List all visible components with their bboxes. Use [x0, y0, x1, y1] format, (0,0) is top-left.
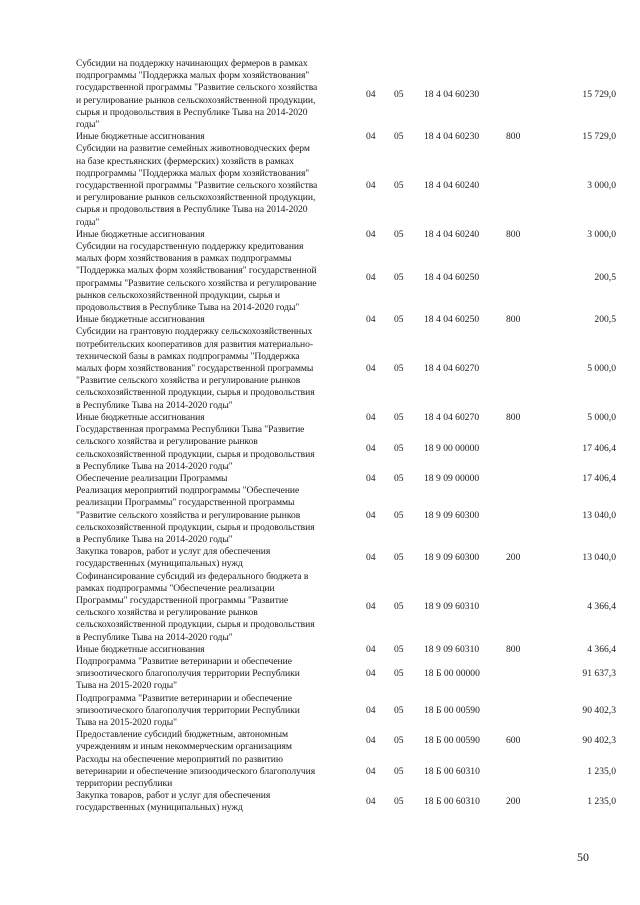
target-article-code: 18 4 04 60230: [424, 88, 480, 100]
target-article-code: 18 9 09 60300: [424, 552, 480, 564]
table-row: [76, 656, 616, 693]
expense-type-code: 200: [506, 796, 521, 808]
subsection-code: 05: [394, 601, 404, 613]
page-number: 50: [577, 850, 589, 864]
section-code: 04: [366, 472, 376, 484]
expense-type-code: 800: [506, 228, 521, 240]
row-description: Иные бюджетные ассигнования: [76, 131, 205, 143]
row-description: Закупка товаров, работ и услуг для обеспечения государственных (муниципальных) нужд: [76, 546, 271, 570]
table-row: [76, 424, 616, 473]
amount: 15 729,0: [582, 88, 616, 100]
row-description: Иные бюджетные ассигнования: [76, 228, 205, 240]
row-description: Субсидии на поддержку начинающих фермеров в рамках подпрограммы "Поддержка малых форм хозяйствования" государственной программы "Развитие сельского хозяйства и регулирование рынков сельскохозяйственной продукции, сырья и продовольствия в Республике Тыва на 2014-2020 годы": [76, 58, 318, 131]
subsection-code: 05: [394, 765, 404, 777]
table-row: [76, 485, 616, 546]
table-row: [76, 412, 616, 424]
subsection-code: 05: [394, 668, 404, 680]
amount: 15 729,0: [582, 131, 616, 143]
section-code: 04: [366, 643, 376, 655]
expense-type-code: 800: [506, 411, 521, 423]
subsection-code: 05: [394, 131, 404, 143]
target-article-code: 18 9 09 60310: [424, 601, 480, 613]
table-row: [76, 754, 616, 791]
table-row: [76, 546, 616, 570]
row-description: Обеспечение реализации Программы: [76, 472, 228, 484]
section-code: 04: [366, 704, 376, 716]
expense-type-code: 800: [506, 314, 521, 326]
expense-type-code: 800: [506, 643, 521, 655]
amount: 90 402,3: [582, 735, 616, 747]
section-code: 04: [366, 228, 376, 240]
section-code: 04: [366, 509, 376, 521]
amount: 5 000,0: [587, 411, 616, 423]
subsection-code: 05: [394, 271, 404, 283]
amount: 1 235,0: [587, 765, 616, 777]
target-article-code: 18 Б 00 60310: [424, 765, 480, 777]
row-description: Закупка товаров, работ и услуг для обеспечения государственных (муниципальных) нужд: [76, 790, 271, 814]
section-code: 04: [366, 735, 376, 747]
subsection-code: 05: [394, 643, 404, 655]
amount: 200,5: [594, 314, 616, 326]
section-code: 04: [366, 314, 376, 326]
section-code: 04: [366, 88, 376, 100]
section-code: 04: [366, 131, 376, 143]
subsection-code: 05: [394, 180, 404, 192]
amount: 1 235,0: [587, 796, 616, 808]
amount: 90 402,3: [582, 704, 616, 716]
table-row: [76, 229, 616, 241]
target-article-code: 18 9 09 00000: [424, 472, 480, 484]
target-article-code: 18 4 04 60230: [424, 131, 480, 143]
amount: 3 000,0: [587, 228, 616, 240]
target-article-code: 18 4 04 60240: [424, 228, 480, 240]
row-description: Государственная программа Республики Тыва "Развитие сельского хозяйства и регулирование рынков сельскохозяйственной продукции, сырья и продовольствия в Республике Тыва на 2014-2020 годы": [76, 424, 315, 472]
row-description: Расходы на обеспечение мероприятий по развитию ветеринарии и обеспечение эпизоодического благополучия территории республики: [76, 753, 316, 789]
target-article-code: 18 Б 00 00000: [424, 668, 480, 680]
budget-table: [76, 58, 616, 815]
subsection-code: 05: [394, 411, 404, 423]
subsection-code: 05: [394, 228, 404, 240]
amount: 13 040,0: [582, 509, 616, 521]
table-row: [76, 644, 616, 656]
target-article-code: 18 4 04 60250: [424, 271, 480, 283]
target-article-code: 18 4 04 60270: [424, 411, 480, 423]
table-row: [76, 143, 616, 228]
table-row: [76, 58, 616, 131]
target-article-code: 18 Б 00 00590: [424, 735, 480, 747]
amount: 13 040,0: [582, 552, 616, 564]
expense-type-code: 800: [506, 131, 521, 143]
section-code: 04: [366, 442, 376, 454]
target-article-code: 18 4 04 60250: [424, 314, 480, 326]
row-description: Иные бюджетные ассигнования: [76, 643, 205, 655]
row-description: Реализация мероприятий подпрограммы "Обеспечение реализации Программы" государственной программы "Развитие сельского хозяйства и регулирование рынков сельскохозяйственной продукции, сырья и продовольствия в Республике Тыва на 2014-2020 годы": [76, 485, 315, 545]
target-article-code: 18 Б 00 00590: [424, 704, 480, 716]
section-code: 04: [366, 668, 376, 680]
target-article-code: 18 4 04 60270: [424, 363, 480, 375]
subsection-code: 05: [394, 363, 404, 375]
subsection-code: 05: [394, 735, 404, 747]
subsection-code: 05: [394, 472, 404, 484]
amount: 200,5: [594, 271, 616, 283]
table-row: [76, 693, 616, 730]
subsection-code: 05: [394, 552, 404, 564]
section-code: 04: [366, 796, 376, 808]
section-code: 04: [366, 180, 376, 192]
target-article-code: 18 9 09 60300: [424, 509, 480, 521]
amount: 17 406,4: [582, 442, 616, 454]
row-description: Иные бюджетные ассигнования: [76, 314, 205, 326]
target-article-code: 18 4 04 60240: [424, 180, 480, 192]
expense-type-code: 600: [506, 735, 521, 747]
section-code: 04: [366, 363, 376, 375]
table-row: [76, 790, 616, 814]
amount: 5 000,0: [587, 363, 616, 375]
subsection-code: 05: [394, 442, 404, 454]
row-description: Субсидии на развитие семейных животноводческих ферм на базе крестьянских (фермерских) хозяйств в рамках подпрограммы "Поддержка малых форм хозяйствования" государственной программы "Развитие сельского хозяйства и регулирование рынков сельскохозяйственной продукции, сырья и продовольствия в Республике Тыва на 2014-2020 годы": [76, 143, 318, 228]
amount: 17 406,4: [582, 472, 616, 484]
row-description: Субсидии на грантовую поддержку сельскохозяйственных потребительских кооперативов для развития материально- технической базы в рамках подпрограммы "Поддержка малых форм хозяйствования" государственной программы "Развитие сельского хозяйства и регулирование рынков сельскохозяйственной продукции, сырья и продовольствия в Республике Тыва на 2014-2020 годы": [76, 326, 315, 411]
table-row: [76, 729, 616, 753]
table-row: [76, 571, 616, 644]
subsection-code: 05: [394, 704, 404, 716]
subsection-code: 05: [394, 314, 404, 326]
row-description: Софинансирование субсидий из федерального бюджета в рамках подпрограммы "Обеспечение реализации Программы" государственной программы "Развитие сельского хозяйства и регулирование рынков сельскохозяйственной продукции, сырья и продовольствия в Республике Тыва на 2014-2020 годы": [76, 570, 315, 643]
subsection-code: 05: [394, 88, 404, 100]
subsection-code: 05: [394, 796, 404, 808]
amount: 4 366,4: [587, 643, 616, 655]
row-description: Подпрограмма "Развитие ветеринарии и обеспечение эпизоотического благополучия территории Республики Тыва на 2015-2020 годы": [76, 655, 300, 692]
table-row: [76, 131, 616, 143]
row-description: Предоставление субсидий бюджетным, автономным учреждениям и иным некоммерческим организациям: [76, 729, 292, 753]
row-description: Подпрограмма "Развитие ветеринарии и обеспечение эпизоотического благополучия территории Республики Тыва на 2015-2020 годы": [76, 692, 300, 728]
table-row: [76, 473, 616, 485]
target-article-code: 18 Б 00 60310: [424, 796, 480, 808]
amount: 3 000,0: [587, 180, 616, 192]
table-row: [76, 241, 616, 314]
table-row: [76, 326, 616, 411]
row-description: Субсидии на государственную поддержку кредитования малых форм хозяйствования в рамках подпрограммы "Поддержка малых форм хозяйствования" государственной программы "Развитие сельского хозяйства и регулирование рынков сельскохозяйственной продукции, сырья и продовольствия в Республике Тыва на 2014-2020 годы": [76, 241, 317, 314]
expense-type-code: 200: [506, 552, 521, 564]
row-description: Иные бюджетные ассигнования: [76, 411, 205, 423]
section-code: 04: [366, 601, 376, 613]
amount: 4 366,4: [587, 601, 616, 613]
target-article-code: 18 9 09 60310: [424, 643, 480, 655]
section-code: 04: [366, 271, 376, 283]
subsection-code: 05: [394, 509, 404, 521]
target-article-code: 18 9 00 00000: [424, 442, 480, 454]
section-code: 04: [366, 765, 376, 777]
section-code: 04: [366, 552, 376, 564]
amount: 91 637,3: [582, 668, 616, 680]
section-code: 04: [366, 411, 376, 423]
table-row: [76, 314, 616, 326]
